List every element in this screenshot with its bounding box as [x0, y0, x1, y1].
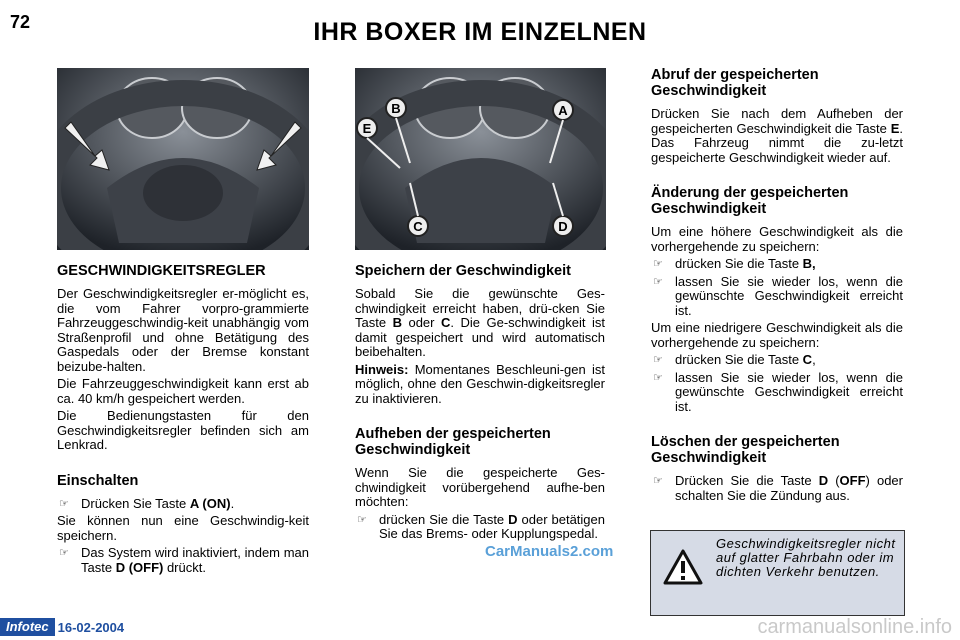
watermark-site: carmanualsonline.info	[757, 616, 952, 638]
list-item: ☞ lassen Sie sie wieder los, wenn die gewünschte Geschwindigkeit erreicht ist.	[653, 273, 903, 318]
label-e: E	[362, 121, 372, 136]
pointing-hand-icon: ☞	[357, 513, 367, 526]
pointing-hand-icon: ☞	[59, 547, 69, 559]
heading-cruise-control: GESCHWINDIGKEITSREGLER	[57, 263, 266, 279]
label-a: A	[558, 103, 568, 118]
pointing-hand-icon: ☞	[653, 275, 663, 288]
list-item: ☞ drücken Sie die Taste C,	[653, 352, 816, 367]
pointing-hand-icon: ☞	[653, 354, 663, 366]
paragraph: Die Bedienungstasten für den Geschwindigkeitsregler befinden sich am Lenkrad.	[57, 408, 309, 452]
label-c: C	[413, 219, 423, 234]
list-item: ☞ Das System wird inaktiviert, indem man Taste D (OFF) drückt.	[59, 545, 309, 575]
paragraph: Drücken Sie nach dem Aufheben der gespeicherten Geschwindigkeit die Taste E. Das Fahrzeug nimmt die zu-letzt gespeicherte Geschwindigkeit wieder auf.	[651, 106, 903, 165]
label-b: B	[391, 101, 401, 116]
list-item: ☞ Drücken Sie Taste A (ON).	[59, 495, 235, 511]
list-item: ☞ drücken Sie die Taste B,	[653, 256, 816, 271]
steering-wheel-labels-image	[355, 68, 606, 250]
paragraph: Der Geschwindigkeitsregler er-möglicht es, die vom Fahrer vorpro-grammierte Fahrzeuggeschwindig-keit unabhängig vom Straßenprofil und ohne Betätigung des Gaspedals oder der Bremse konstant beizube-halten.	[57, 286, 309, 374]
page-number: 72	[10, 12, 31, 32]
column-3	[651, 67, 903, 506]
pointing-hand-icon: ☞	[653, 475, 663, 487]
heading-loeschen: Löschen der gespeicherten Geschwindigkeit	[651, 434, 840, 466]
paragraph: Sie können nun eine Geschwindig-keit speichern.	[57, 513, 309, 543]
page-title: IHR BOXER IM EINZELNEN	[313, 18, 647, 46]
column-2	[355, 263, 605, 545]
list-item: ☞ lassen Sie sie wieder los, wenn die gewünschte Geschwindigkeit erreicht ist.	[653, 369, 903, 414]
paragraph: Sobald Sie die gewünschte Ges-chwindigkeit erreicht haben, drü-cken Sie Taste B oder C. Die Ge-schwindigkeit ist damit gespeichert und wird automatisch beibehalten.	[355, 286, 605, 359]
heading-einschalten: Einschalten	[57, 472, 139, 489]
footer-date: 16-02-2004	[57, 619, 125, 635]
heading-speichern: Speichern der Geschwindigkeit	[355, 263, 571, 279]
paragraph: Um eine höhere Geschwindigkeit als die vorhergehende zu speichern:	[651, 224, 903, 254]
heading-aenderung: Änderung der gespeicherten Geschwindigkeit	[651, 185, 849, 217]
warning-icon	[663, 549, 703, 585]
pointing-hand-icon: ☞	[59, 497, 69, 510]
heading-abruf: Abruf der gespeicherten Geschwindigkeit	[651, 67, 819, 99]
paragraph: Hinweis: Momentanes Beschleuni-gen ist möglich, ohne den Geschwin-digkeitsregler zu inaktivieren.	[355, 361, 605, 406]
paragraph: Um eine niedrigere Geschwindigkeit als die vorhergehende zu speichern:	[651, 320, 903, 350]
label-d: D	[558, 219, 568, 234]
heading-aufheben: Aufheben der gespeicherten Geschwindigkeit	[355, 426, 551, 458]
footer	[0, 618, 124, 636]
column-1	[57, 263, 309, 578]
warning-box	[650, 530, 905, 616]
paragraph: Die Fahrzeuggeschwindigkeit kann erst ab ca. 40 km/h gespeichert werden.	[57, 376, 309, 406]
list-item: ☞ drücken Sie die Taste D oder betätigen Sie das Brems- oder Kupplungspedal.	[357, 511, 605, 541]
steering-wheel-image	[57, 68, 309, 250]
pointing-hand-icon: ☞	[653, 371, 663, 384]
warning-text: Geschwindigkeitsregler nicht auf glatter Fahrbahn oder im dichten Verkehr benutzen.	[716, 536, 896, 579]
paragraph: Wenn Sie die gespeicherte Ges-chwindigkeit vorübergehend aufhe-ben möchten:	[355, 465, 605, 509]
infotec-logo: Infotec	[0, 618, 55, 636]
watermark-carmanuals: CarManuals2.com	[485, 543, 614, 560]
pointing-hand-icon: ☞	[653, 258, 663, 270]
list-item: ☞ Drücken Sie die Taste D (OFF) oder schalten Sie die Zündung aus.	[653, 473, 903, 503]
